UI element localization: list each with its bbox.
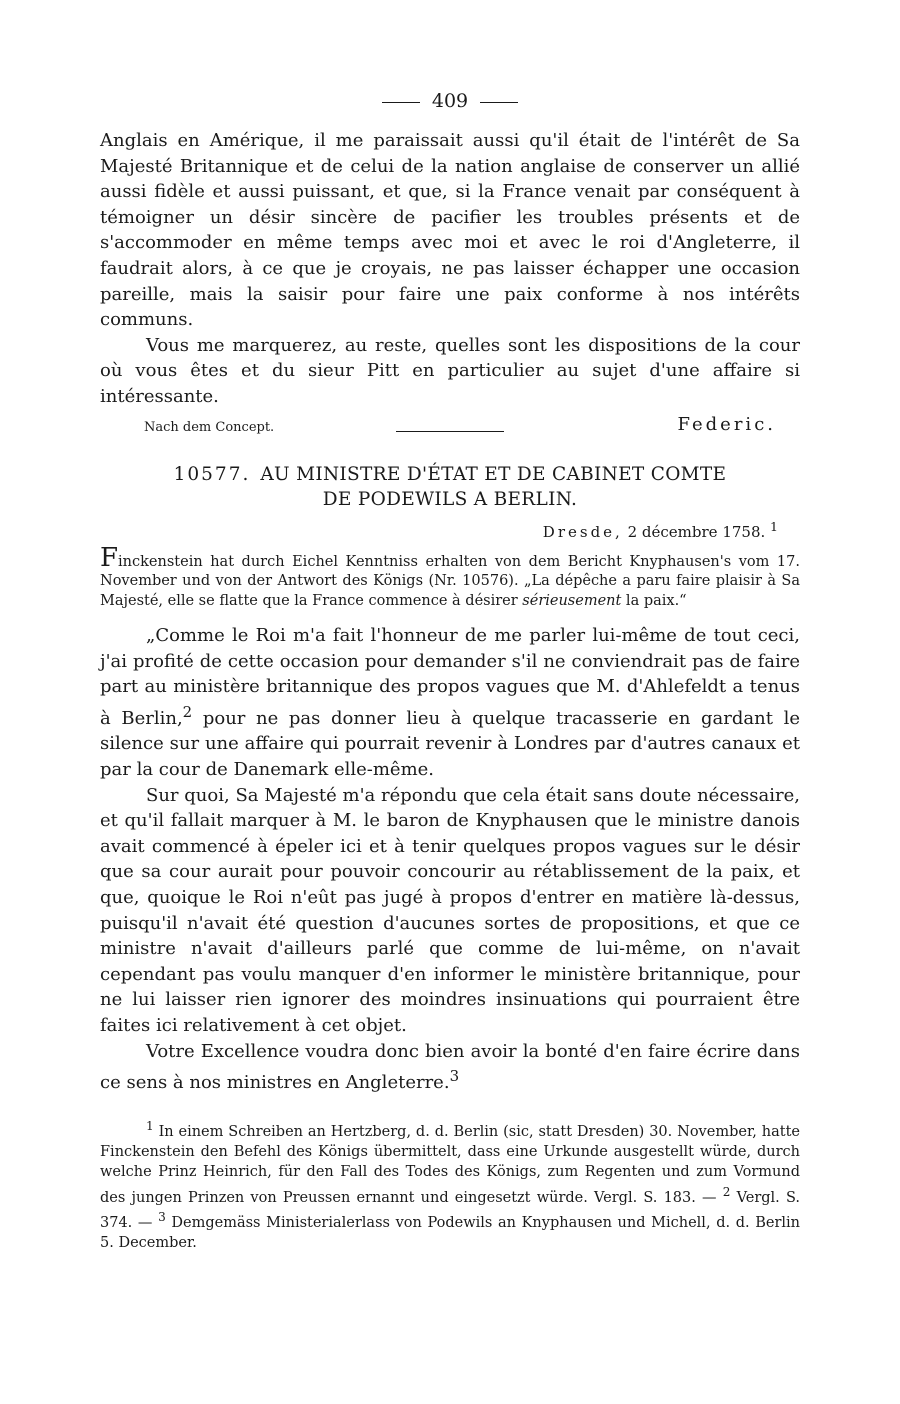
date-text: 2 décembre 1758. bbox=[627, 522, 766, 541]
page bbox=[100, 88, 800, 1253]
date-footnote-mark: 1 bbox=[770, 518, 778, 534]
summary-initial: F bbox=[100, 542, 119, 573]
heading-line-2: DE PODEWILS A BERLIN. bbox=[322, 488, 578, 510]
continuation-paragraph-2: Vous me marquerez, au reste, quelles sont les dispositions de la cour où vous êtes et du sieur Pitt en particulier au sujet d'une affaire si intéressante. bbox=[100, 334, 800, 407]
heading-text-1: AU MINISTRE D'ÉTAT ET DE CABINET COMTE bbox=[260, 463, 727, 485]
signature-divider bbox=[396, 431, 504, 432]
letter-paragraph-1-a: „Comme le Roi m'a fait l'honneur de me parler lui-même de tout ceci, j'ai profité de cette occasion pour demander s'il ne conviendrait pas de faire part au ministère britannique des propos vagues que M. d'Ahlefeldt a tenus à Berlin, bbox=[100, 625, 800, 729]
page-number-dash-right bbox=[480, 102, 518, 103]
summary-text-1: inckenstein hat durch Eichel Kenntniss erhalten von dem Bericht Knyphausen's vom 17. November und von der Antwort des Königs (Nr. 10576). „La dépêche a paru faire plaisir à Sa Majesté, elle se flatte que la France commence à désirer bbox=[100, 553, 800, 609]
footnote-3: Demgemäss Ministerialerlass von Podewils an Knyphausen und Michell, d. d. Berlin 5. December. bbox=[100, 1215, 801, 1252]
summary-italic: sérieusement bbox=[522, 592, 622, 609]
signature-row bbox=[100, 414, 800, 440]
footnote-2: Vergl. S. 374. — bbox=[100, 1189, 800, 1232]
letter-paragraph-3 bbox=[100, 1039, 800, 1096]
footnote-1: In einem Schreiben an Hertzberg, d. d. Berlin (sic, statt Dresden) 30. November, hatte Finckenstein den Befehl des Königs übermittelt, dass eine Urkunde ausgestellt würde, durch welche Prinz Heinrich, für den Fall des Todes des Königs, zum Regenten und zum Vormund des jungen Prinzen von Preussen ernannt und eingesetzt würde. Vergl. S. 183. — bbox=[100, 1123, 800, 1206]
date-place: Dresde, bbox=[542, 522, 623, 541]
editorial-summary bbox=[100, 542, 800, 612]
continuation-paragraph-1: Anglais en Amérique, il me paraissait aussi qu'il était de l'intérêt de Sa Majesté Britannique et de celui de la nation anglaise de conserver un allié aussi fidèle et aussi puissant, et que, si la France venait par conséquent à témoigner un désir sincère de pacifier les troubles présents et de s'accommoder en même temps avec moi et avec le roi d'Angleterre, il faudrait alors, à ce que je croyais, ne pas laisser échapper une occasion pareille, mais la saisir pour faire une paix conforme à nos intérêts communs. bbox=[100, 130, 800, 331]
footnote-mark-2: 2 bbox=[182, 702, 193, 721]
summary-text-2: la paix.“ bbox=[621, 592, 687, 609]
page-number-dash-left bbox=[382, 102, 420, 103]
footnote-mark-3: 3 bbox=[449, 1067, 460, 1086]
footnote-3-mark: 3 bbox=[158, 1210, 166, 1225]
source-note: Nach dem Concept. bbox=[144, 419, 275, 435]
letter-paragraph-1 bbox=[100, 623, 800, 783]
document-heading bbox=[100, 462, 800, 512]
heading-line-1 bbox=[100, 462, 800, 487]
signature: Federic. bbox=[677, 413, 776, 435]
page-number-value: 409 bbox=[431, 90, 469, 112]
page-number bbox=[100, 88, 800, 114]
letter-body bbox=[100, 623, 800, 1096]
dateline bbox=[100, 516, 778, 543]
footnote-1-mark: 1 bbox=[146, 1118, 154, 1133]
letter-paragraph-1-b: pour ne pas donner lieu à quelque tracasserie en gardant le silence sur une affaire qui pourrait revenir à Londres par d'autres canaux et par la cour de Danemark elle-même. bbox=[100, 707, 801, 780]
letter-paragraph-2: Sur quoi, Sa Majesté m'a répondu que cela était sans doute nécessaire, et qu'il fallait marquer à M. le baron de Knyphausen que le ministre danois avait commencé à épeler ici et à tenir quelques propos vagues sur le désir que sa cour aurait pour pouvoir concourir au rétablissement de la paix, et que, quoique le Roi n'eût pas jugé à propos d'entrer en matière là-dessus, puisqu'il n'avait été question d'aucunes sortes de propositions, et que ce ministre n'avait d'ailleurs parlé que comme de lui-même, on n'avait cependant pas voulu manquer d'en informer le ministère britannique, pour ne lui laisser rien ignorer des moindres insinuations qui pourraient être faites ici relativement à cet objet. bbox=[100, 784, 800, 1036]
document-number: 10577. bbox=[173, 463, 251, 485]
letter-paragraph-3-text: Votre Excellence voudra donc bien avoir la bonté d'en faire écrire dans ce sens à nos ministres en Angleterre. bbox=[100, 1040, 800, 1094]
footnotes bbox=[100, 1116, 800, 1253]
footnote-2-mark: 2 bbox=[722, 1184, 731, 1199]
